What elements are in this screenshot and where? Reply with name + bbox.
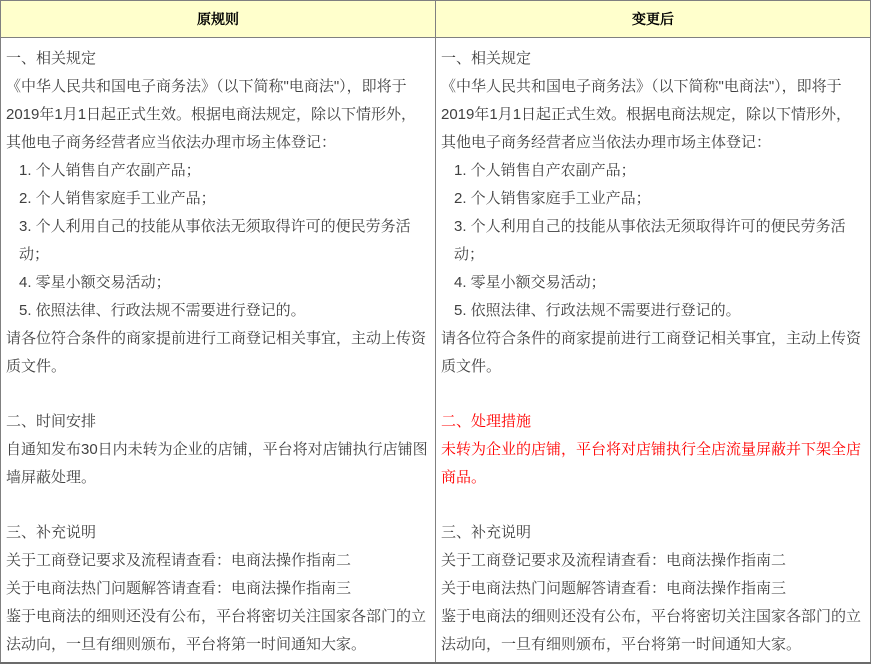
section1-intro-paragraph: 《中华人民共和国电子商务法》（以下简称"电商法"），即将于2019年1月1日起正式生效。根据电商法规定，除以下情形外，其他电子商务经营者应当依法办理市场主体登记： <box>441 78 852 151</box>
column-header-changed-rules: 变更后 <box>436 1 871 38</box>
list-item: 2. 个人销售家庭手工业产品； <box>19 190 216 207</box>
section2-paragraph-highlighted: 未转为企业的店铺，平台将对店铺执行全店流量屏蔽并下架全店商品。 <box>441 441 862 486</box>
section3-line2: 关于电商法热门问题解答请查看：电商法操作指南三 <box>441 580 787 597</box>
section2-heading: 二、时间安排 <box>6 413 97 430</box>
column-header-original-rules: 原规则 <box>1 1 436 38</box>
list-item: 5. 依照法律、行政法规不需要进行登记的。 <box>454 302 741 319</box>
table-header-row <box>1 1 871 38</box>
list-item: 4. 零星小额交易活动； <box>19 274 171 291</box>
section1-outro-paragraph: 请各位符合条件的商家提前进行工商登记相关事宜，主动上传资质文件。 <box>6 330 427 375</box>
section1-outro-paragraph: 请各位符合条件的商家提前进行工商登记相关事宜，主动上传资质文件。 <box>441 330 862 375</box>
list-item: 1. 个人销售自产农副产品； <box>454 162 636 179</box>
list-item: 1. 个人销售自产农副产品； <box>19 162 201 179</box>
list-item: 2. 个人销售家庭手工业产品； <box>454 190 651 207</box>
section3-line1: 关于工商登记要求及流程请查看：电商法操作指南二 <box>6 552 352 569</box>
list-item: 3. 个人利用自己的技能从事依法无须取得许可的便民劳务活动； <box>19 218 411 263</box>
section3-line3: 鉴于电商法的细则还没有公布，平台将密切关注国家各部门的立法动向，一旦有细则颁布，平台将第一时间通知大家。 <box>6 608 427 653</box>
section3-line1: 关于工商登记要求及流程请查看：电商法操作指南二 <box>441 552 787 569</box>
section2-paragraph: 自通知发布30日内未转为企业的店铺，平台将对店铺执行店铺图墙屏蔽处理。 <box>6 441 428 486</box>
section3-heading: 三、补充说明 <box>6 524 97 541</box>
table-body-row <box>1 38 871 664</box>
section1-heading: 一、相关规定 <box>6 50 97 67</box>
section2-heading-highlighted: 二、处理措施 <box>441 413 532 430</box>
list-item: 4. 零星小额交易活动； <box>454 274 606 291</box>
changed-rules-cell <box>436 38 871 664</box>
section3-line3: 鉴于电商法的细则还没有公布，平台将密切关注国家各部门的立法动向，一旦有细则颁布，平台将第一时间通知大家。 <box>441 608 862 653</box>
list-item: 5. 依照法律、行政法规不需要进行登记的。 <box>19 302 306 319</box>
section1-intro-paragraph: 《中华人民共和国电子商务法》（以下简称"电商法"），即将于2019年1月1日起正式生效。根据电商法规定，除以下情形外，其他电子商务经营者应当依法办理市场主体登记： <box>6 78 417 151</box>
list-item: 3. 个人利用自己的技能从事依法无须取得许可的便民劳务活动； <box>454 218 846 263</box>
original-rules-cell <box>1 38 436 664</box>
section3-line2: 关于电商法热门问题解答请查看：电商法操作指南三 <box>6 580 352 597</box>
section1-heading: 一、相关规定 <box>441 50 532 67</box>
section3-heading: 三、补充说明 <box>441 524 532 541</box>
